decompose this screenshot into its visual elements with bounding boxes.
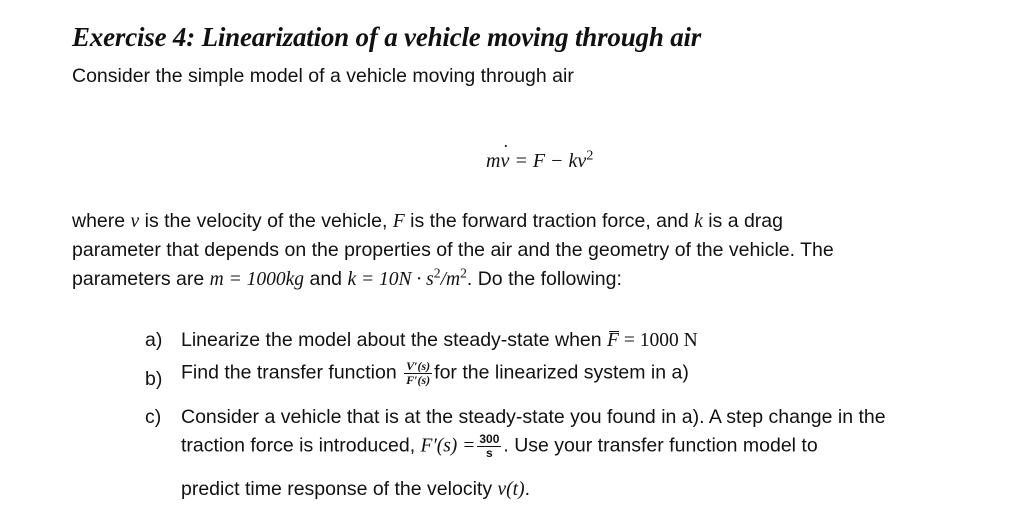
param-k-mid: /m [440, 269, 461, 290]
var-F: F [392, 211, 405, 232]
item-c-text-c: predict time response of the velocity [181, 478, 498, 500]
intro-text: Consider the simple model of a vehicle moving through air [72, 65, 574, 87]
params-text-c: . Do the following: [466, 268, 622, 290]
item-b-text: Find the transfer function [181, 361, 403, 384]
where-text-a: where [72, 210, 131, 232]
item-c-text-b: . Use your transfer function model to [503, 434, 818, 457]
param-m: m = 1000kg [209, 269, 305, 290]
item-a-label: a) [145, 329, 163, 351]
where-line-2: parameter that depends on the properties of the air and the geometry of the vehicle. The [72, 239, 834, 261]
step-fraction [477, 433, 501, 460]
item-a-text: Linearize the model about the steady-state when [181, 329, 608, 351]
item-c-line-3 [181, 478, 530, 501]
params-text-a: parameters are [72, 268, 210, 290]
item-c-vt: v(t) [497, 479, 525, 500]
exercise-title: Exercise 4: Linearization of a vehicle moving through air [72, 22, 702, 52]
where-line-3 [72, 265, 622, 291]
item-a-value: = 1000 N [618, 330, 698, 351]
where-text-b: is the velocity of the vehicle, [139, 210, 393, 232]
var-k: k [694, 211, 703, 232]
item-b-end: for the linearized system in a) [434, 361, 689, 384]
item-c-line-1: Consider a vehicle that is at the steady-state you found in a). A step change in the [181, 406, 886, 428]
eq-m: m [486, 150, 501, 172]
where-text-c: is the forward traction force, and [404, 210, 695, 232]
eq-rest: = F − kv [509, 150, 587, 172]
eq-vdot: v ˙ [500, 150, 509, 173]
item-a-Fbar: F [607, 330, 619, 351]
eq-exp: 2 [586, 148, 594, 164]
item-c-label: c) [145, 406, 162, 428]
item-c-text-a: traction force is introduced, [181, 434, 421, 457]
where-text-d: is a drag [702, 210, 783, 232]
step-numerator: 300 [479, 432, 500, 446]
item-b-label: b) [145, 368, 163, 390]
tf-numerator: V′(s) [406, 359, 431, 373]
where-line-1 [72, 210, 783, 233]
params-text-b: and [304, 268, 348, 290]
param-k-sup: 2 [433, 265, 441, 281]
transfer-fraction [404, 360, 432, 387]
param-k-sup2: 2 [460, 265, 467, 281]
item-a [181, 329, 698, 352]
step-denominator: s [486, 446, 493, 460]
param-k: k = 10N · s [347, 269, 434, 290]
tf-denominator: F′(s) [406, 373, 431, 387]
var-v: v [130, 211, 140, 232]
model-equation [486, 150, 593, 173]
item-c-Fs: F′(s) = [420, 435, 476, 457]
item-c-line-2 [181, 433, 818, 460]
item-c-period: . [524, 478, 530, 500]
item-b [181, 360, 689, 387]
